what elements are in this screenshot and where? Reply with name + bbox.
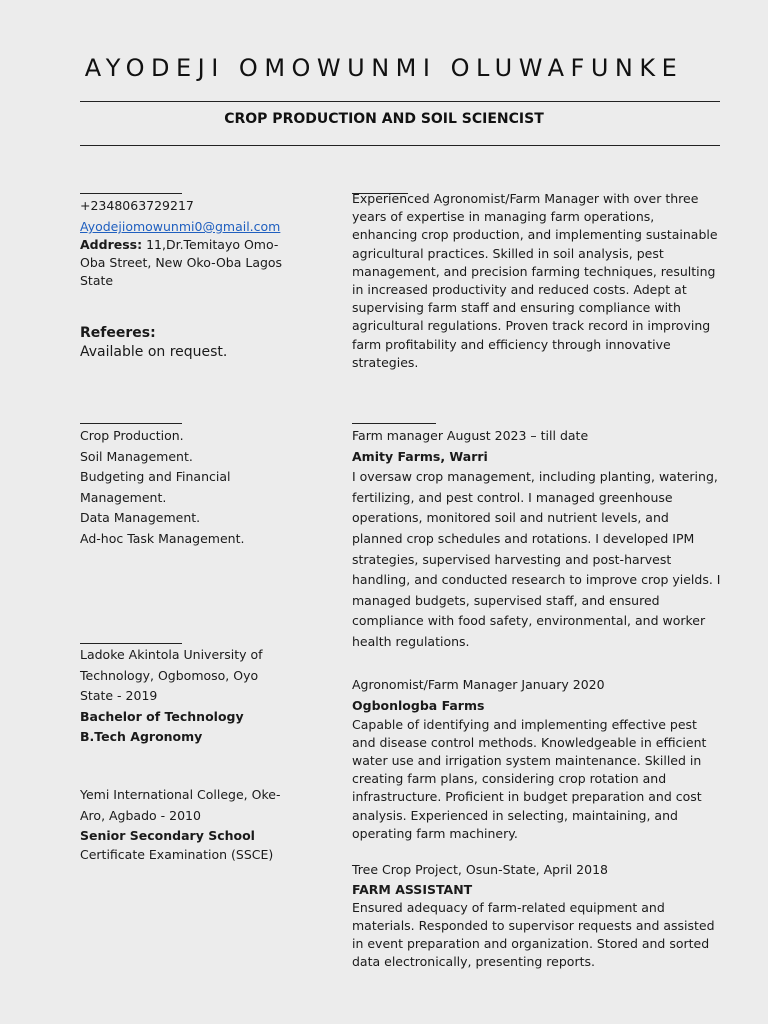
phone-number: +2348063729217 xyxy=(80,198,194,213)
experience-organization: FARM ASSISTANT xyxy=(352,881,473,897)
experience-description: Capable of identifying and implementing effective pest and disease control methods. Knowledgeable in efficient water use and irrigation system maintenance. Skilled in creating farm plans, considering crop rotation and infrastructure. Proficient in budget preparation and cost analysis. Experienced in selecting, maintaining, and operating farm machinery. xyxy=(352,716,707,841)
experience-description: Ensured adequacy of farm-related equipment and materials. Responded to supervisor requests and assisted in event preparation and organization. Stored and sorted data electronically, presenting reports. xyxy=(352,899,715,970)
skill-item: Ad-hoc Task Management. xyxy=(80,530,245,546)
education-detail: Certificate Examination (SSCE) xyxy=(80,846,274,862)
skills-list xyxy=(80,426,280,550)
contact-section xyxy=(80,197,300,290)
education-degree: Senior Secondary School xyxy=(80,828,255,844)
experience-organization: Ogbonlogba Farms xyxy=(352,697,485,713)
education-school: Ladoke Akintola University of Technology, Ogbomoso, Oyo State - 2019 xyxy=(80,647,263,704)
header-top-divider xyxy=(80,101,720,102)
contact-section-divider xyxy=(80,193,182,194)
candidate-name: AYODEJI OMOWUNMI OLUWAFUNKE xyxy=(84,54,684,82)
experience-section-divider xyxy=(352,423,436,424)
experience-item xyxy=(352,860,722,971)
referees-value: Available on request. xyxy=(80,344,228,360)
education-section-divider xyxy=(80,643,182,644)
job-title: CROP PRODUCTION AND SOIL SCIENCIST xyxy=(224,111,544,127)
education-school: Yemi International College, Oke-Aro, Agbado - 2010 xyxy=(80,787,281,823)
referees-heading: Refeeres: xyxy=(80,325,156,341)
skill-item: Data Management. xyxy=(80,510,201,526)
experience-item xyxy=(352,675,722,843)
skill-item: Crop Production. xyxy=(80,428,184,443)
experience-organization: Amity Farms, Warri xyxy=(352,448,488,464)
education-item xyxy=(80,645,290,748)
education-item xyxy=(80,785,290,862)
experience-description: I oversaw crop management, including planting, watering, fertilizing, and pest control. I managed greenhouse operations, monitored soil and nutrient levels, and planned crop schedules and rotations. I developed IPM strategies, supervised harvesting and post-harvest handling, and conducted research to improve crop yields. I managed budgets, supervised staff, and ensured compliance with food safety, environmental, and worker health regulations. xyxy=(352,469,721,649)
experience-role-date: Tree Crop Project, Osun-State, April 2018 xyxy=(352,862,608,877)
skill-item: Budgeting and Financial Management. xyxy=(80,469,231,505)
address-label: Address: xyxy=(80,237,143,252)
education-detail: B.Tech Agronomy xyxy=(80,729,203,745)
email-link[interactable]: Ayodejiomowunmi0@gmail.com xyxy=(80,219,281,234)
experience-role-date: Farm manager August 2023 – till date xyxy=(352,428,589,443)
skill-item: Soil Management. xyxy=(80,448,193,464)
address-value: 11,Dr.Temitayo Omo-Oba Street, New Oko-Oba Lagos State xyxy=(80,237,283,288)
experience-role-date: Agronomist/Farm Manager January 2020 xyxy=(352,677,605,692)
professional-summary: Experienced Agronomist/Farm Manager with over three years of expertise in managing farm operations, enhancing crop production, and implementing sustainable agricultural practices. Skilled in soil analysis, pest management, and precision farming techniques, resulting in increased productivity and reduced costs. Adept at supervising farm staff and ensuring compliance with agricultural regulations. Proven track record in improving farm profitability and efficiency through innovative strategies. xyxy=(352,191,718,370)
skills-section-divider xyxy=(80,423,182,424)
experience-item xyxy=(352,426,722,653)
education-degree: Bachelor of Technology xyxy=(80,708,244,724)
referees-section xyxy=(80,324,300,363)
header-bottom-divider xyxy=(80,145,720,146)
